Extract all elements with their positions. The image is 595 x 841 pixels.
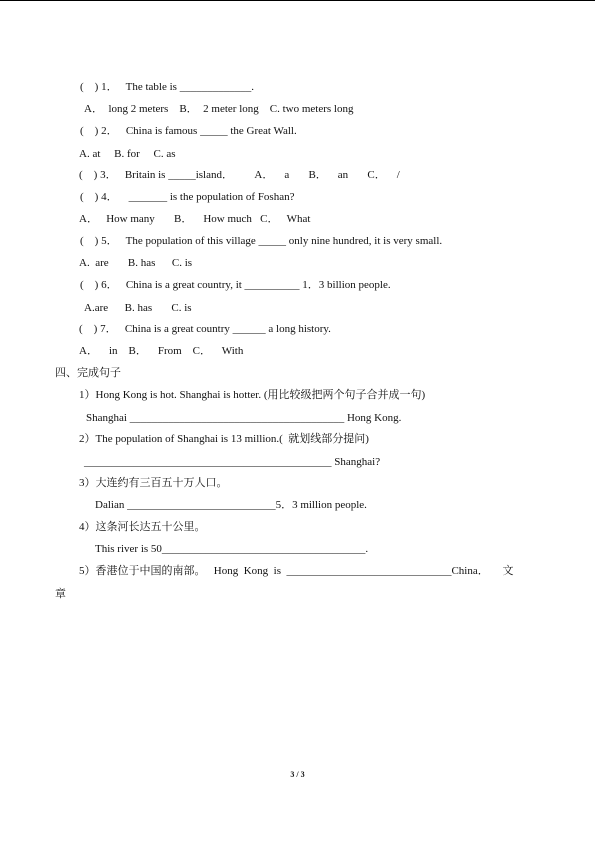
options-5: A. are B. has C. is	[79, 257, 193, 269]
item-2-answer: _____________________________________________ Shanghai?	[84, 456, 381, 468]
item-4-answer: This river is 50_____________________________________.	[95, 543, 369, 555]
section-heading: 四、完成句子	[55, 367, 121, 379]
question-7: ( ) 7． China is a great country ______ a long history.	[79, 323, 331, 335]
options-2: A. at B. for C. as	[79, 148, 176, 160]
top-rule	[0, 0, 595, 1]
options-1: A． long 2 meters B． 2 meter long C. two meters long	[84, 103, 354, 115]
question-2: ( ) 2． China is famous _____ the Great Wall.	[80, 125, 297, 137]
question-4: ( ) 4． _______ is the population of Foshan?	[80, 191, 295, 203]
item-2-prompt: 2）The population of Shanghai is 13 million.( 就划线部分提问)	[79, 433, 369, 445]
item-3-prompt: 3）大连约有三百五十万人口。	[79, 477, 228, 489]
options-6: A.are B. has C. is	[84, 302, 192, 314]
item-3-answer: Dalian ___________________________5．3 million people.	[95, 499, 367, 511]
question-5: ( ) 5． The population of this village _____ only nine hundred, it is very small.	[80, 235, 443, 247]
options-7: A． in B． From C． With	[79, 345, 244, 357]
question-3: ( ) 3． Britain is _____island． A． a B． an C． /	[79, 169, 400, 181]
item-1-answer: Shanghai _______________________________________ Hong Kong.	[86, 412, 402, 424]
options-4: A． How many B． How much C． What	[79, 213, 311, 225]
item-5-continued: 章	[55, 588, 66, 600]
page-number: 3 / 3	[290, 770, 305, 779]
question-1: ( ) 1． The table is _____________.	[80, 81, 254, 93]
item-5-prompt: 5）香港位于中国的南部。 Hong Kong is ______________________________China． 文	[79, 565, 514, 577]
item-4-prompt: 4）这条河长达五十公里。	[79, 521, 206, 533]
question-6: ( ) 6． China is a great country, it __________ 1．3 billion people.	[80, 279, 391, 291]
item-1-prompt: 1）Hong Kong is hot. Shanghai is hotter. (用比较级把两个句子合并成一句)	[79, 389, 426, 401]
